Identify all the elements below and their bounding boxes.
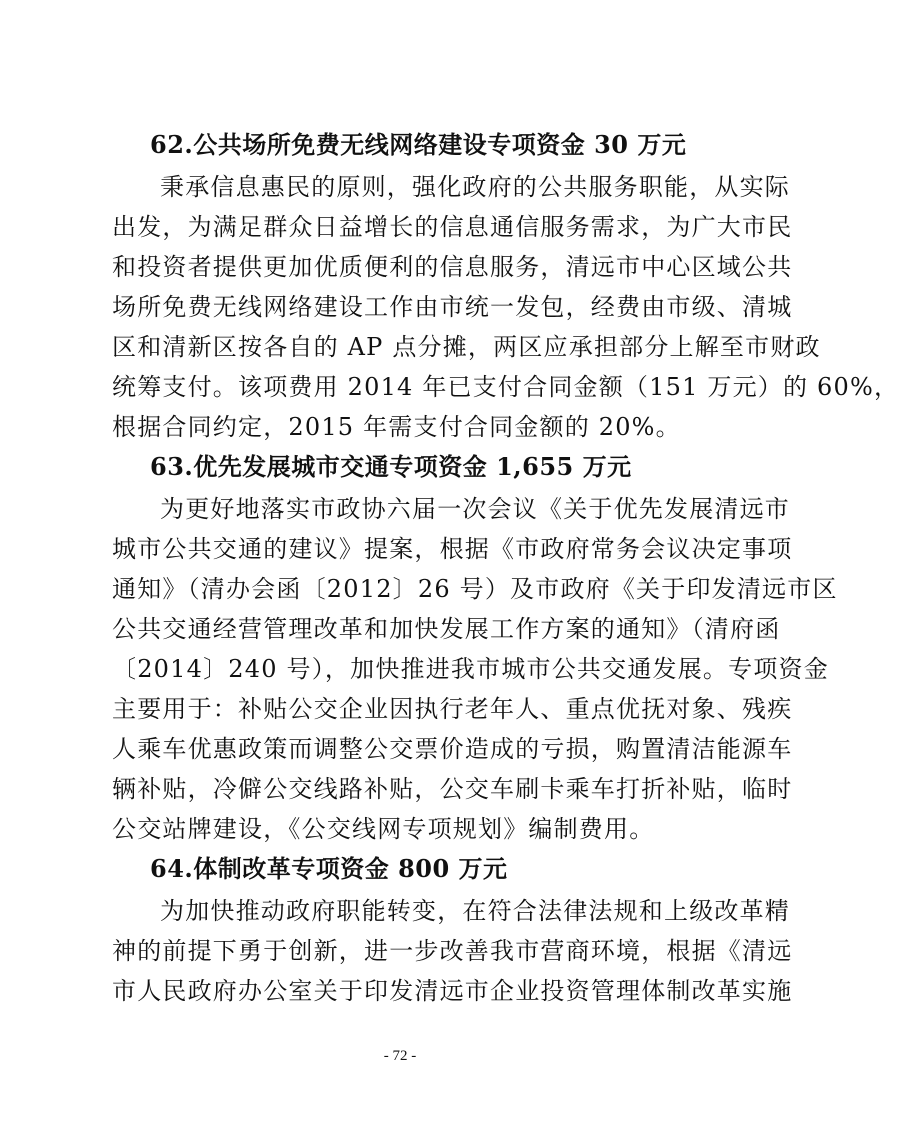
paragraph-line: 统筹支付。该项费用 2014 年已支付合同金额（151 万元）的 60%， — [112, 373, 899, 401]
paragraph-line: 和投资者提供更加优质便利的信息服务，清远市中心区域公共 — [112, 253, 793, 281]
paragraph-line: 为加快推动政府职能转变，在符合法律法规和上级改革精 — [160, 897, 790, 925]
section-heading: 64.体制改革专项资金 800 万元 — [150, 854, 508, 883]
paragraph-line: 公交站牌建设，《公交线网专项规划》编制费用。 — [112, 815, 655, 843]
paragraph-line: 城市公共交通的建议》提案，根据《市政府常务会议决定事项 — [112, 535, 793, 563]
section-heading: 63.优先发展城市交通专项资金 1,655 万元 — [150, 452, 632, 481]
paragraph-line: 神的前提下勇于创新，进一步改善我市营商环境，根据《清远 — [112, 937, 793, 965]
paragraph-line: 人乘车优惠政策而调整公交票价造成的亏损，购置清洁能源车 — [112, 735, 793, 763]
paragraph-line: 场所免费无线网络建设工作由市统一发包，经费由市级、清城 — [112, 293, 793, 321]
paragraph-line: 市人民政府办公室关于印发清远市企业投资管理体制改革实施 — [112, 977, 793, 1005]
paragraph-line: 公共交通经营管理改革和加快发展工作方案的通知》（清府函 — [112, 615, 781, 643]
paragraph-line: 辆补贴，冷僻公交线路补贴，公交车刷卡乘车打折补贴，临时 — [112, 775, 793, 803]
paragraph-line: 通知》（清办会函〔2012〕26 号）及市政府《关于印发清远市区 — [112, 575, 838, 603]
page-number: - 72 - — [383, 1048, 417, 1064]
paragraph-line: 秉承信息惠民的原则，强化政府的公共服务职能，从实际 — [160, 173, 790, 201]
paragraph-line: 〔2014〕240 号），加快推进我市城市公共交通发展。专项资金 — [112, 655, 829, 683]
paragraph-line: 出发，为满足群众日益增长的信息通信服务需求，为广大市民 — [112, 213, 793, 241]
paragraph-line: 为更好地落实市政协六届一次会议《关于优先发展清远市 — [160, 495, 790, 523]
paragraph-line: 区和清新区按各自的 AP 点分摊，两区应承担部分上解至市财政 — [112, 333, 821, 361]
paragraph-line: 根据合同约定，2015 年需支付合同金额的 20%。 — [112, 413, 681, 441]
section-heading: 62.公共场所免费无线网络建设专项资金 30 万元 — [150, 130, 687, 159]
paragraph-line: 主要用于：补贴公交企业因执行老年人、重点优抚对象、残疾 — [112, 695, 793, 723]
